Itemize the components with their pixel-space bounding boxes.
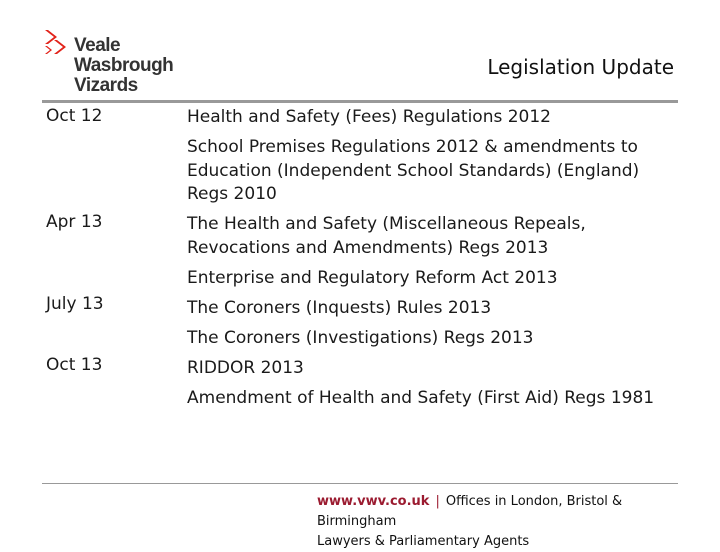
- legislation-item: The Health and Safety (Miscellaneous Repeals, Revocations and Amendments) Regs 2013: [187, 214, 586, 258]
- legislation-item: Enterprise and Regulatory Reform Act 2013: [187, 267, 558, 288]
- logo-line-2: Vizards: [74, 75, 138, 96]
- legislation-item: The Coroners (Inquests) Rules 2013: [187, 297, 492, 318]
- footer: [317, 492, 657, 552]
- footer-separator: |: [435, 494, 440, 509]
- footer-offices: Offices in London, Bristol & Birmingham: [317, 494, 623, 529]
- date-oct-13: Oct 13: [46, 355, 103, 375]
- logo-line-1: Veale Wasbrough: [74, 35, 174, 76]
- footer-divider: [42, 483, 678, 484]
- date-oct-12: Oct 12: [46, 106, 103, 126]
- legislation-list: [187, 106, 667, 417]
- legislation-item: Health and Safety (Fees) Regulations 2012: [187, 107, 551, 127]
- footer-tagline: Lawyers & Parliamentary Agents: [317, 534, 530, 549]
- logo-chevron-icon: [42, 28, 68, 58]
- legislation-item: Amendment of Health and Safety (First Aid) Regs 1981: [187, 387, 655, 408]
- website-link[interactable]: www.vwv.co.uk: [317, 494, 430, 509]
- date-apr-13: Apr 13: [46, 212, 103, 232]
- legislation-item: School Premises Regulations 2012 & amendments to Education (Independent School Standards) (England) Regs 2010: [187, 137, 640, 204]
- footer-line: [317, 492, 657, 532]
- page-title: Legislation Update: [487, 55, 674, 79]
- company-logo: [42, 28, 222, 96]
- legislation-item: RIDDOR 2013: [187, 357, 304, 378]
- legislation-item: The Coroners (Investigations) Regs 2013: [187, 327, 534, 348]
- date-july-13: July 13: [46, 294, 104, 314]
- header-divider: [42, 100, 678, 103]
- logo-wordmark: [74, 36, 222, 96]
